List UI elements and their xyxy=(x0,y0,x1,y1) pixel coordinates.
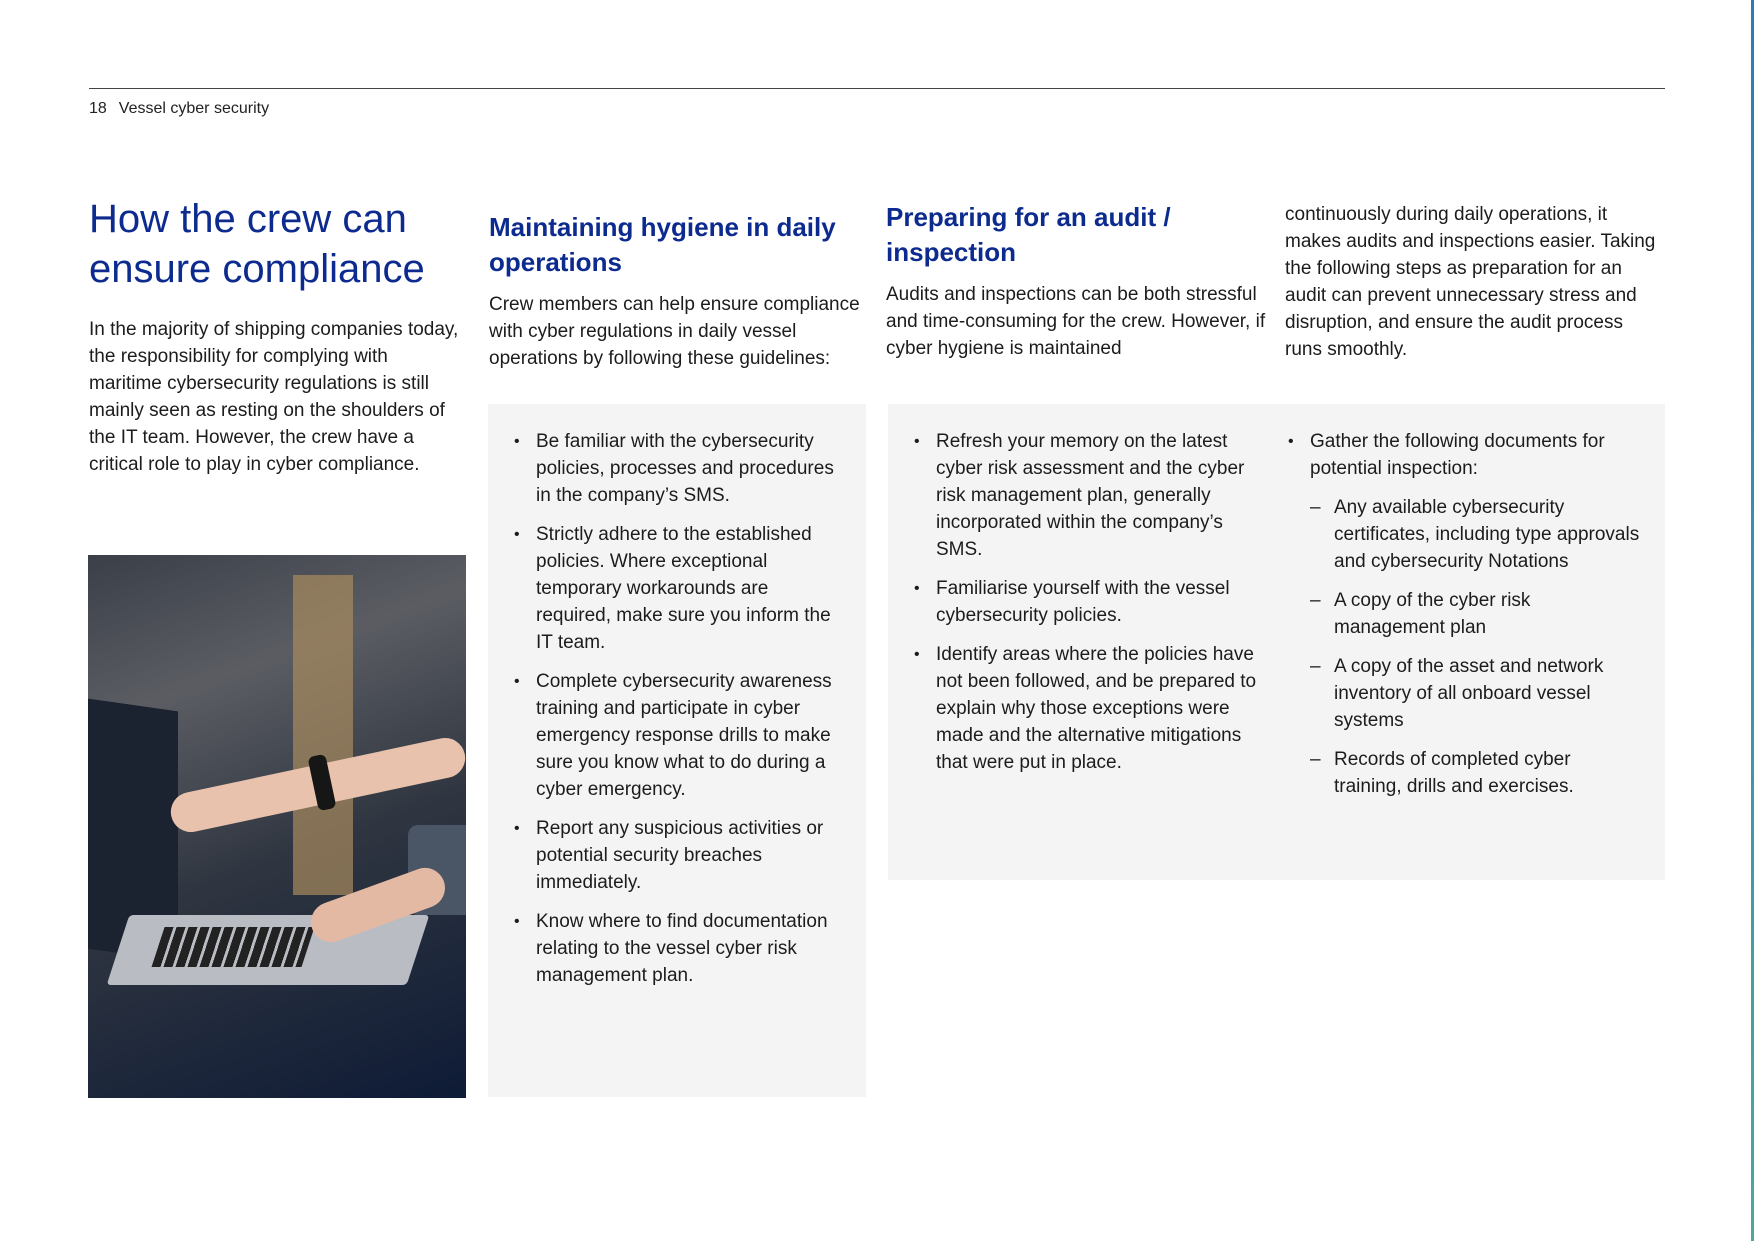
list-item xyxy=(1286,428,1641,800)
section-title: Vessel cyber security xyxy=(118,100,270,117)
list-item: – A copy of the asset and network inventory of all onboard vessel systems xyxy=(1310,653,1641,734)
list-item: – Any available cybersecurity certificates, including type approvals and cybersecurity Notations xyxy=(1310,494,1641,575)
hygiene-list xyxy=(512,428,847,1001)
documents-sublist xyxy=(1310,494,1641,800)
audit-steps-list xyxy=(912,428,1267,788)
header-rule xyxy=(89,88,1665,89)
list-item: • Be familiar with the cybersecurity policies, processes and procedures in the company’s SMS. xyxy=(512,428,847,509)
audit-documents-list xyxy=(1286,428,1641,812)
running-header xyxy=(89,100,269,118)
audit-lead-part2: continuously during daily operations, it makes audits and inspections easier. Taking the following steps as preparation for an audit can prevent unnecessary stress and disruption, and ensure the audit process runs smoothly. xyxy=(1285,204,1656,360)
intro-paragraph: In the majority of shipping companies today, the responsibility for complying with maritime cybersecurity regulations is still mainly seen as resting on the shoulders of the IT team. However, the crew have a critical role to play in cyber compliance. xyxy=(89,319,459,475)
documents-intro: Gather the following documents for potential inspection: xyxy=(1310,431,1605,479)
list-item: • Know where to find documentation relating to the vessel cyber risk management plan. xyxy=(512,908,847,989)
list-item: – Records of completed cyber training, drills and exercises. xyxy=(1310,746,1641,800)
hygiene-heading: Maintaining hygiene in daily operations xyxy=(489,212,836,277)
main-title: How the crew can ensure compliance xyxy=(89,197,425,291)
list-item: • Report any suspicious activities or potential security breaches immediately. xyxy=(512,815,847,896)
hygiene-lead: Crew members can help ensure compliance with cyber regulations in daily vessel operations by following these guidelines: xyxy=(489,294,860,369)
audit-heading: Preparing for an audit / inspection xyxy=(886,202,1171,267)
audit-lead-part1: Audits and inspections can be both stressful and time-consuming for the crew. However, if cyber hygiene is maintained xyxy=(886,284,1266,359)
list-item: • Strictly adhere to the established policies. Where exceptional temporary workarounds are required, make sure you inform the IT team. xyxy=(512,521,847,656)
list-item: • Refresh your memory on the latest cyber risk assessment and the cyber risk management plan, generally incorporated within the company’s SMS. xyxy=(912,428,1267,563)
list-item: • Identify areas where the policies have not been followed, and be prepared to explain why those exceptions were made and the alternative mitigations that were put in place. xyxy=(912,641,1267,776)
list-item: • Familiarise yourself with the vessel cybersecurity policies. xyxy=(912,575,1267,629)
laptop-photo xyxy=(88,555,466,1098)
list-item: • Complete cybersecurity awareness training and participate in cyber emergency response drills to make sure you know what to do during a cyber emergency. xyxy=(512,668,847,803)
list-item: – A copy of the cyber risk management plan xyxy=(1310,587,1641,641)
page-number: 18 xyxy=(89,100,107,117)
